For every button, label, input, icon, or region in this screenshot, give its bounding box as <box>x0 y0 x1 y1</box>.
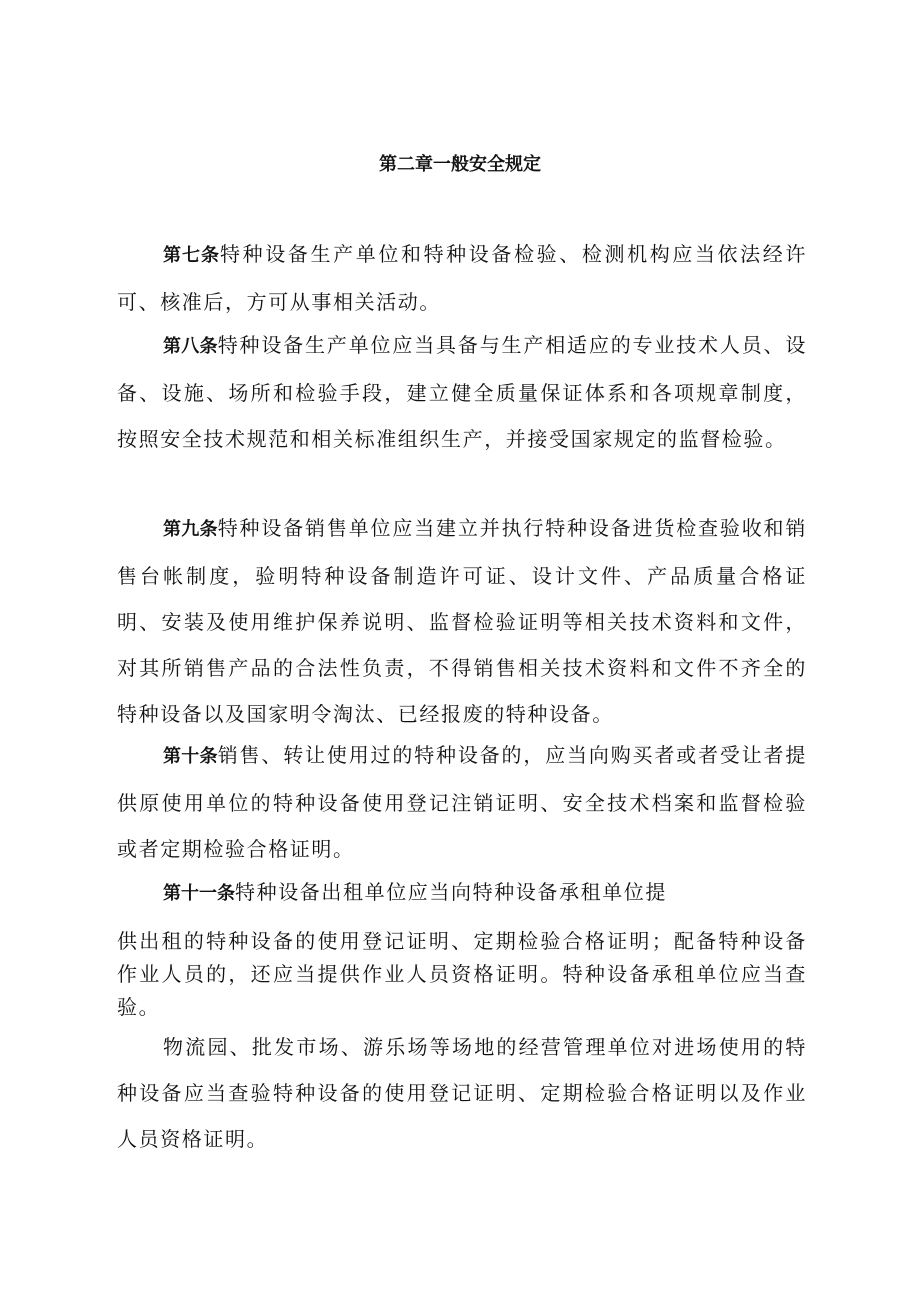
article-10 <box>117 732 807 872</box>
article-text: 销售、转让使用过的特种设备的，应当向购买者或者受让者提供原使用单位的特种设备使用登记注销证明、安全技术档案和监督检验或者定期检验合格证明。 <box>117 743 807 861</box>
article-number: 第八条 <box>163 336 218 357</box>
article-text: 特种设备出租单位应当向特种设备承租单位提 <box>235 880 667 904</box>
article-number: 第七条 <box>163 245 221 266</box>
article-8 <box>117 322 807 462</box>
article-11 <box>117 869 807 917</box>
article-7 <box>117 231 807 325</box>
chapter-title: 第二章一般安全规定 <box>379 154 541 175</box>
closing-paragraph: 物流园、批发市场、游乐场等场地的经营管理单位对进场使用的特种设备应当查验特种设备的使用登记证明、定期检验合格证明以及作业人员资格证明。 <box>117 1035 807 1151</box>
article-number: 第十一条 <box>163 883 235 904</box>
article-text: 特种设备生产单位和特种设备检验、检测机构应当依法经许可、核准后，方可从事相关活动。 <box>117 242 807 314</box>
article-text: 特种设备生产单位应当具备与生产相适应的专业技术人员、设备、设施、场所和检验手段，建立健全质量保证体系和各项规章制度，按照安全技术规范和相关标准组织生产，并接受国家规定的监督检验。 <box>117 333 807 451</box>
article-9 <box>117 505 807 737</box>
article-number: 第十条 <box>163 746 218 767</box>
article-number: 第九条 <box>163 519 218 540</box>
article-text: 特种设备销售单位应当建立并执行特种设备进货检查验收和销售台帐制度，验明特种设备制造许可证、设计文件、产品质量合格证明、安装及使用维护保养说明、监督检验证明等相关技术资料和文件，对其所销售产品的合法性负责，不得销售相关技术资料和文件不齐全的特种设备以及国家明令淘汰、已经报废的特种设备。 <box>117 516 807 726</box>
article-11-continuation: 供出租的特种设备的使用登记证明、定期检验合格证明；配备特种设备作业人员的，还应当提供作业人员资格证明。特种设备承租单位应当查验。 <box>117 929 807 1019</box>
